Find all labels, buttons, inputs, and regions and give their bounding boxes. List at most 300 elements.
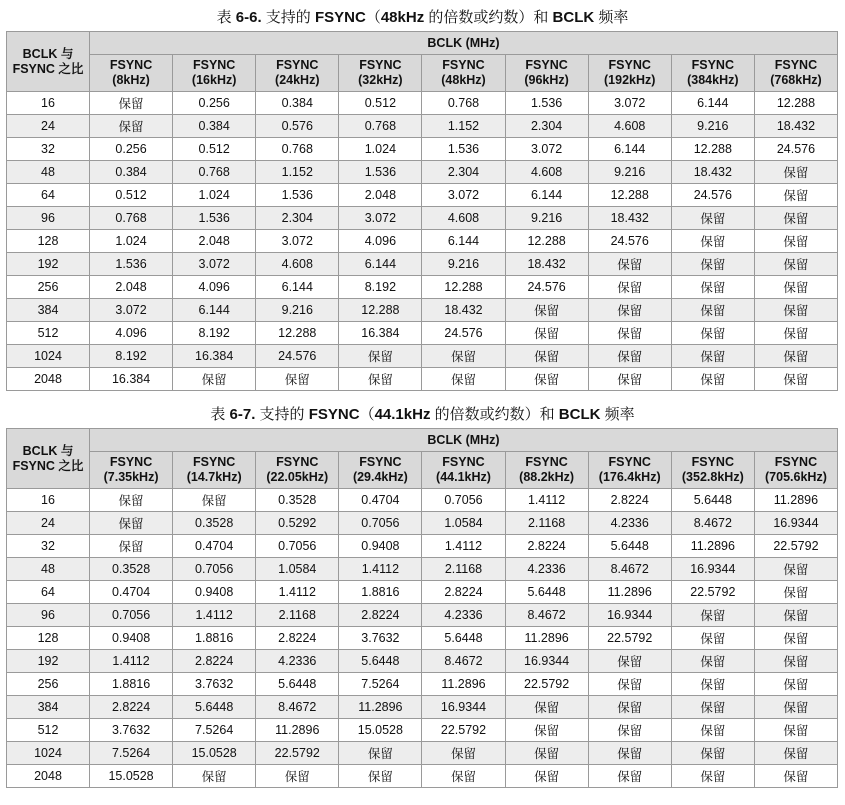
bclk-cell: 11.2896 [671,535,754,558]
bclk-group-header: BCLK (MHz) [90,32,838,55]
bclk-cell: 保留 [671,719,754,742]
bclk-cell: 15.0528 [90,765,173,788]
bclk-cell: 保留 [754,345,837,368]
bclk-cell: 保留 [422,345,505,368]
bclk-cell: 保留 [671,650,754,673]
ratio-cell: 512 [7,719,90,742]
bclk-cell: 保留 [588,322,671,345]
bclk-cell: 18.432 [505,253,588,276]
bclk-cell: 0.256 [90,138,173,161]
bclk-cell: 0.7056 [256,535,339,558]
bclk-cell: 保留 [671,276,754,299]
bclk-cell: 0.384 [173,115,256,138]
bclk-cell: 3.072 [90,299,173,322]
table-row [7,765,838,788]
table-row [7,345,838,368]
bclk-cell: 保留 [671,765,754,788]
bclk-cell: 保留 [671,230,754,253]
table-row [7,650,838,673]
table-row [7,696,838,719]
bclk-cell: 0.3528 [173,512,256,535]
bclk-cell: 11.2896 [422,673,505,696]
bclk-cell: 3.072 [422,184,505,207]
bclk-cell: 保留 [588,276,671,299]
bclk-cell: 15.0528 [173,742,256,765]
bclk-cell: 5.6448 [256,673,339,696]
bclk-cell: 4.608 [422,207,505,230]
bclk-cell: 2.1168 [505,512,588,535]
bclk-cell: 7.5264 [339,673,422,696]
bclk-cell: 保留 [505,299,588,322]
bclk-cell: 1.024 [90,230,173,253]
bclk-cell: 保留 [754,276,837,299]
column-header: FSYNC (768kHz) [754,55,837,92]
bclk-cell: 2.1168 [256,604,339,627]
table-body [7,92,838,391]
bclk-cell: 1.536 [256,184,339,207]
bclk-cell: 保留 [754,368,837,391]
column-header: FSYNC (29.4kHz) [339,452,422,489]
bclk-cell: 18.432 [588,207,671,230]
column-header: FSYNC (32kHz) [339,55,422,92]
ratio-cell: 32 [7,138,90,161]
bclk-cell: 24.576 [422,322,505,345]
bclk-cell: 保留 [505,719,588,742]
bclk-cell: 保留 [671,696,754,719]
bclk-cell: 4.096 [173,276,256,299]
bclk-cell: 保留 [422,368,505,391]
bclk-cell: 保留 [173,489,256,512]
column-header: FSYNC (705.6kHz) [754,452,837,489]
ratio-cell: 16 [7,489,90,512]
bclk-cell: 24.576 [588,230,671,253]
bclk-cell: 0.4704 [90,581,173,604]
bclk-cell: 保留 [754,581,837,604]
bclk-cell: 18.432 [754,115,837,138]
bclk-cell: 1.152 [256,161,339,184]
table-row [7,138,838,161]
bclk-cell: 保留 [671,345,754,368]
bclk-cell: 保留 [754,253,837,276]
ratio-cell: 128 [7,230,90,253]
column-header-row [7,55,838,92]
bclk-cell: 保留 [505,765,588,788]
bclk-cell: 2.8224 [173,650,256,673]
bclk-cell: 7.5264 [173,719,256,742]
column-header: FSYNC (96kHz) [505,55,588,92]
bclk-cell: 2.8224 [505,535,588,558]
column-header-row [7,452,838,489]
ratio-cell: 192 [7,650,90,673]
bclk-cell: 8.4672 [588,558,671,581]
bclk-cell: 2.304 [256,207,339,230]
bclk-cell: 16.384 [173,345,256,368]
ratio-cell: 384 [7,696,90,719]
bclk-cell: 7.5264 [90,742,173,765]
bclk-cell: 1.536 [339,161,422,184]
bclk-cell: 保留 [588,719,671,742]
ratio-cell: 16 [7,92,90,115]
ratio-cell: 256 [7,276,90,299]
bclk-cell: 0.7056 [90,604,173,627]
bclk-cell: 18.432 [671,161,754,184]
bclk-cell: 0.768 [90,207,173,230]
bclk-cell: 1.024 [339,138,422,161]
bclk-cell: 2.8224 [256,627,339,650]
bclk-cell: 6.144 [256,276,339,299]
bclk-cell: 8.192 [90,345,173,368]
bclk-cell: 2.048 [173,230,256,253]
bclk-cell: 0.256 [173,92,256,115]
bclk-cell: 16.9344 [588,604,671,627]
table-row [7,535,838,558]
ratio-cell: 64 [7,581,90,604]
bclk-cell: 保留 [90,535,173,558]
table-row [7,207,838,230]
bclk-cell: 保留 [754,558,837,581]
bclk-cell: 1.536 [90,253,173,276]
bclk-cell: 22.5792 [671,581,754,604]
bclk-cell: 11.2896 [339,696,422,719]
bclk-cell: 0.768 [422,92,505,115]
table-row [7,184,838,207]
bclk-cell: 22.5792 [256,742,339,765]
column-header: FSYNC (22.05kHz) [256,452,339,489]
bclk-cell: 3.072 [588,92,671,115]
bclk-cell: 8.4672 [505,604,588,627]
bclk-cell: 12.288 [588,184,671,207]
bclk-cell: 8.4672 [256,696,339,719]
table-row [7,627,838,650]
bclk-cell: 1.536 [173,207,256,230]
bclk-cell: 4.608 [505,161,588,184]
ratio-cell: 96 [7,207,90,230]
bclk-cell: 0.5292 [256,512,339,535]
column-header: FSYNC (192kHz) [588,55,671,92]
bclk-cell: 保留 [754,184,837,207]
table-row [7,230,838,253]
bclk-cell: 1.8816 [90,673,173,696]
bclk-cell: 保留 [754,719,837,742]
bclk-cell: 保留 [339,765,422,788]
bclk-cell: 24.576 [754,138,837,161]
bclk-cell: 0.384 [90,161,173,184]
table-caption: 表 6-6. 支持的 FSYNC（48kHz 的倍数或约数）和 BCLK 频率 [216,9,629,26]
bclk-cell: 保留 [588,299,671,322]
bclk-cell: 22.5792 [505,673,588,696]
bclk-cell: 4.096 [90,322,173,345]
bclk-cell: 2.8224 [588,489,671,512]
bclk-cell: 保留 [671,368,754,391]
bclk-cell: 2.304 [422,161,505,184]
bclk-cell: 0.384 [256,92,339,115]
ratio-cell: 64 [7,184,90,207]
bclk-cell: 0.4704 [173,535,256,558]
bclk-cell: 保留 [339,742,422,765]
bclk-cell: 24.576 [505,276,588,299]
bclk-cell: 22.5792 [422,719,505,742]
bclk-cell: 保留 [754,696,837,719]
table-row [7,368,838,391]
bclk-cell: 0.768 [256,138,339,161]
bclk-cell: 5.6448 [671,489,754,512]
bclk-cell: 11.2896 [256,719,339,742]
table-row [7,719,838,742]
column-header: FSYNC (24kHz) [256,55,339,92]
bclk-cell: 0.768 [339,115,422,138]
bclk-cell: 8.4672 [671,512,754,535]
table-row [7,161,838,184]
bclk-cell: 1.536 [505,92,588,115]
bclk-cell: 保留 [256,368,339,391]
bclk-cell: 1.4112 [256,581,339,604]
bclk-cell: 3.072 [173,253,256,276]
bclk-cell: 保留 [505,696,588,719]
bclk-cell: 16.9344 [671,558,754,581]
bclk-cell: 保留 [588,368,671,391]
bclk-cell: 保留 [588,742,671,765]
column-header: FSYNC (352.8kHz) [671,452,754,489]
column-header: FSYNC (384kHz) [671,55,754,92]
table-row [7,115,838,138]
bclk-cell: 2.048 [339,184,422,207]
bclk-cell: 保留 [754,322,837,345]
bclk-cell: 保留 [505,322,588,345]
bclk-cell: 0.3528 [256,489,339,512]
bclk-cell: 保留 [671,299,754,322]
bclk-cell: 9.216 [422,253,505,276]
table-row [7,253,838,276]
table-6-7-section [0,405,845,788]
ratio-cell: 192 [7,253,90,276]
bclk-cell: 18.432 [422,299,505,322]
ratio-cell: 384 [7,299,90,322]
bclk-cell: 6.144 [588,138,671,161]
bclk-cell: 2.048 [90,276,173,299]
bclk-cell: 24.576 [256,345,339,368]
bclk-cell: 9.216 [588,161,671,184]
bclk-cell: 2.8224 [339,604,422,627]
bclk-cell: 保留 [754,230,837,253]
bclk-cell: 保留 [754,765,837,788]
ratio-header: BCLK 与 FSYNC 之比 [7,32,90,92]
bclk-cell: 6.144 [505,184,588,207]
bclk-cell: 9.216 [671,115,754,138]
column-header: FSYNC (44.1kHz) [422,452,505,489]
bclk-cell: 0.7056 [173,558,256,581]
bclk-cell: 24.576 [671,184,754,207]
table-row [7,512,838,535]
bclk-cell: 保留 [754,627,837,650]
bclk-cell: 2.1168 [422,558,505,581]
column-header: FSYNC (48kHz) [422,55,505,92]
bclk-cell: 8.192 [173,322,256,345]
bclk-cell: 5.6448 [339,650,422,673]
bclk-cell: 22.5792 [588,627,671,650]
table-row [7,673,838,696]
bclk-cell: 16.384 [339,322,422,345]
bclk-cell: 0.4704 [339,489,422,512]
bclk-cell: 保留 [671,207,754,230]
bclk-cell: 保留 [588,696,671,719]
bclk-cell: 0.576 [256,115,339,138]
bclk-cell: 保留 [588,253,671,276]
bclk-cell: 11.2896 [505,627,588,650]
bclk-cell: 8.4672 [422,650,505,673]
bclk-cell: 保留 [754,299,837,322]
bclk-cell: 保留 [754,673,837,696]
bclk-cell: 2.8224 [422,581,505,604]
bclk-cell: 保留 [588,650,671,673]
bclk-cell: 6.144 [422,230,505,253]
table-row [7,742,838,765]
bclk-cell: 保留 [90,489,173,512]
bclk-cell: 保留 [173,368,256,391]
bclk-cell: 保留 [422,742,505,765]
bclk-cell: 4.096 [339,230,422,253]
column-header: FSYNC (88.2kHz) [505,452,588,489]
bclk-cell: 保留 [90,512,173,535]
bclk-cell: 保留 [671,253,754,276]
bclk-cell: 保留 [90,92,173,115]
bclk-cell: 1.8816 [173,627,256,650]
bclk-cell: 11.2896 [588,581,671,604]
bclk-cell: 12.288 [339,299,422,322]
bclk-cell: 1.024 [173,184,256,207]
bclk-cell: 9.216 [505,207,588,230]
ratio-cell: 256 [7,673,90,696]
ratio-cell: 24 [7,512,90,535]
bclk-cell: 22.5792 [754,535,837,558]
bclk-cell: 16.9344 [505,650,588,673]
bclk-cell: 0.512 [173,138,256,161]
bclk-cell: 16.9344 [422,696,505,719]
bclk-cell: 保留 [671,673,754,696]
bclk-cell: 3.072 [339,207,422,230]
bclk-cell: 5.6448 [505,581,588,604]
bclk-cell: 4.608 [588,115,671,138]
bclk-cell: 保留 [671,742,754,765]
bclk-cell: 0.9408 [90,627,173,650]
ratio-cell: 1024 [7,345,90,368]
ratio-cell: 48 [7,161,90,184]
column-header: FSYNC (14.7kHz) [173,452,256,489]
bclk-table-48k [6,31,838,391]
ratio-cell: 512 [7,322,90,345]
bclk-cell: 1.0584 [422,512,505,535]
ratio-cell: 32 [7,535,90,558]
table-row [7,322,838,345]
ratio-cell: 2048 [7,368,90,391]
bclk-cell: 3.072 [256,230,339,253]
bclk-cell: 保留 [754,742,837,765]
bclk-cell: 4.2336 [588,512,671,535]
bclk-cell: 1.4112 [339,558,422,581]
bclk-cell: 0.7056 [422,489,505,512]
bclk-group-header: BCLK (MHz) [90,429,838,452]
bclk-cell: 2.8224 [90,696,173,719]
bclk-cell: 9.216 [256,299,339,322]
bclk-cell: 12.288 [256,322,339,345]
bclk-cell: 6.144 [339,253,422,276]
table-row [7,276,838,299]
bclk-cell: 4.2336 [422,604,505,627]
bclk-table-44k1 [6,428,838,788]
table-row [7,558,838,581]
bclk-cell: 16.9344 [754,512,837,535]
bclk-cell: 6.144 [671,92,754,115]
bclk-cell: 保留 [754,161,837,184]
bclk-cell: 保留 [339,345,422,368]
column-header: FSYNC (7.35kHz) [90,452,173,489]
ratio-header: BCLK 与 FSYNC 之比 [7,429,90,489]
ratio-cell: 24 [7,115,90,138]
bclk-cell: 3.7632 [339,627,422,650]
bclk-cell: 12.288 [422,276,505,299]
bclk-cell: 0.512 [339,92,422,115]
bclk-cell: 保留 [505,345,588,368]
bclk-cell: 0.9408 [339,535,422,558]
bclk-cell: 3.7632 [90,719,173,742]
column-header: FSYNC (16kHz) [173,55,256,92]
bclk-cell: 1.8816 [339,581,422,604]
bclk-cell: 5.6448 [422,627,505,650]
table-row [7,604,838,627]
bclk-cell: 0.512 [90,184,173,207]
bclk-cell: 1.4112 [90,650,173,673]
bclk-cell: 0.768 [173,161,256,184]
table-row [7,489,838,512]
bclk-cell: 保留 [754,650,837,673]
ratio-cell: 96 [7,604,90,627]
table-row [7,581,838,604]
bclk-cell: 保留 [90,115,173,138]
bclk-cell: 1.0584 [256,558,339,581]
bclk-cell: 保留 [588,345,671,368]
bclk-cell: 保留 [505,742,588,765]
bclk-cell: 保留 [754,207,837,230]
bclk-cell: 16.384 [90,368,173,391]
bclk-cell: 0.7056 [339,512,422,535]
table-row [7,92,838,115]
bclk-cell: 保留 [754,604,837,627]
bclk-cell: 4.2336 [505,558,588,581]
bclk-cell: 1.4112 [505,489,588,512]
bclk-cell: 8.192 [339,276,422,299]
bclk-cell: 2.304 [505,115,588,138]
bclk-cell: 6.144 [173,299,256,322]
bclk-cell: 11.2896 [754,489,837,512]
bclk-cell: 保留 [671,322,754,345]
ratio-cell: 2048 [7,765,90,788]
bclk-cell: 4.2336 [256,650,339,673]
table-6-6-section [0,0,845,391]
bclk-cell: 12.288 [505,230,588,253]
bclk-cell: 3.072 [505,138,588,161]
column-header: FSYNC (176.4kHz) [588,452,671,489]
ratio-cell: 48 [7,558,90,581]
ratio-cell: 128 [7,627,90,650]
bclk-cell: 保留 [173,765,256,788]
bclk-cell: 15.0528 [339,719,422,742]
ratio-cell: 1024 [7,742,90,765]
bclk-cell: 4.608 [256,253,339,276]
bclk-cell: 保留 [671,604,754,627]
bclk-cell: 保留 [256,765,339,788]
bclk-cell: 0.9408 [173,581,256,604]
bclk-cell: 5.6448 [588,535,671,558]
bclk-cell: 保留 [671,627,754,650]
